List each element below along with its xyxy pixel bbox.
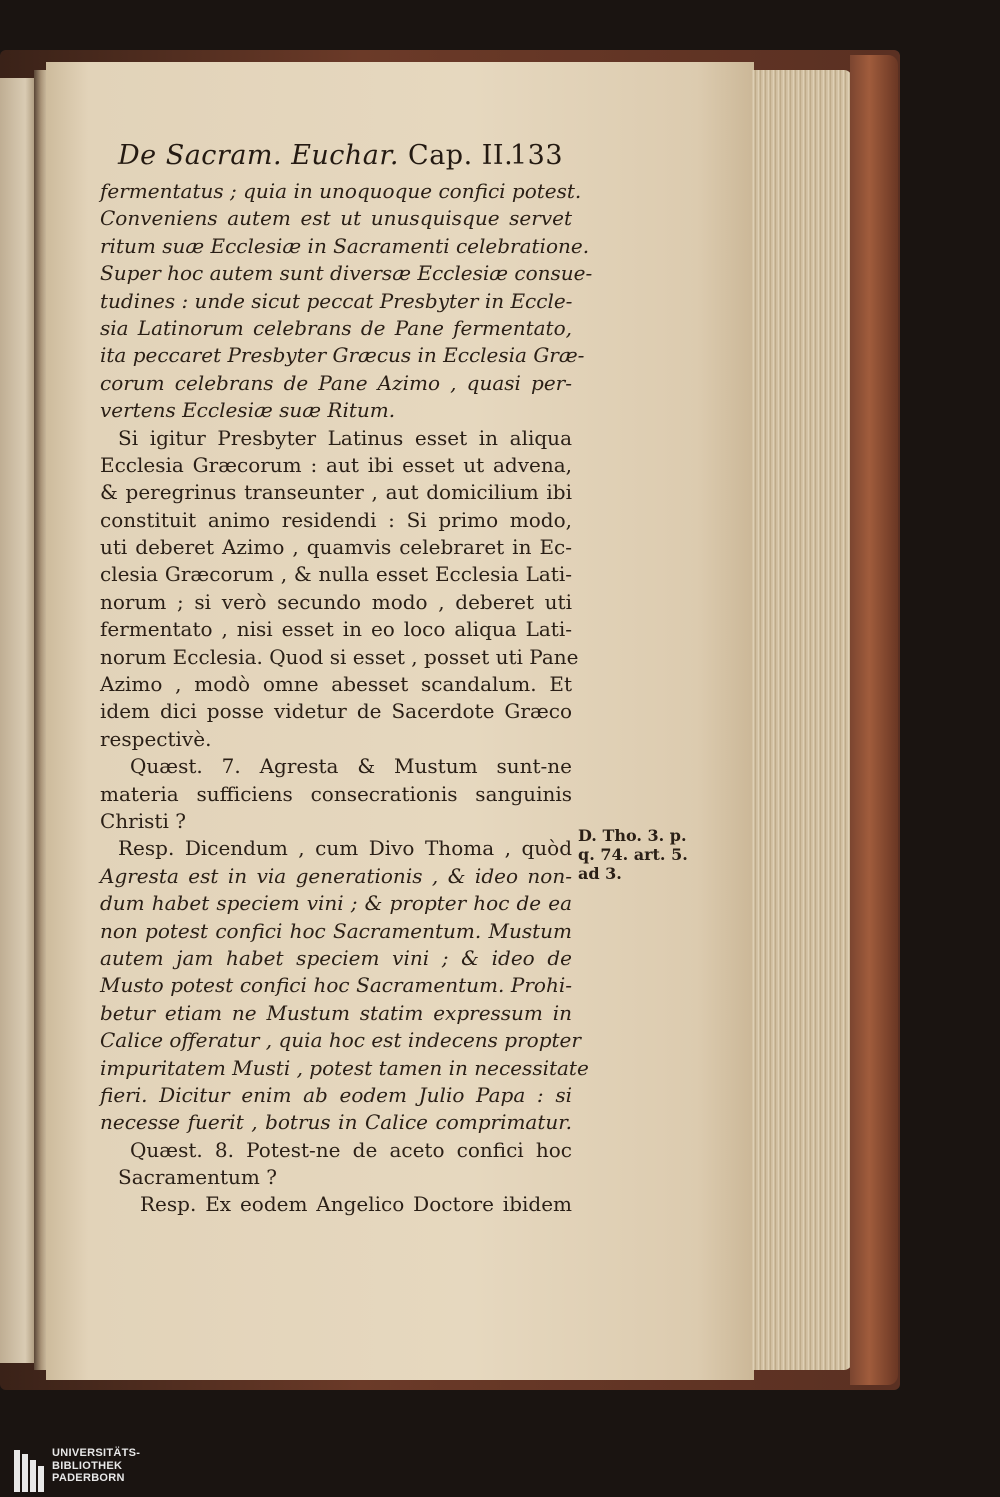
text-line: fermentatus ; quia in unoquoque confici potest. — [100, 179, 582, 203]
text-line: Azimo , modò omne abesset scandalum. Et — [100, 672, 572, 697]
text-line: idem dici posse videtur de Sacerdote Græco — [100, 699, 572, 724]
text-line: Quæst. 7. Agresta & Mustum sunt-ne — [130, 754, 572, 779]
text-line: Calice offeratur , quia hoc est indecens propter — [100, 1028, 581, 1053]
running-title: De Sacram. Euchar. — [118, 140, 399, 171]
text-line: non potest confici hoc Sacramentum. Mustum — [100, 918, 572, 943]
page-block-edges — [752, 70, 852, 1370]
text-line: Super hoc autem sunt diversæ Ecclesiæ consue- — [100, 261, 593, 286]
text-line: vertens Ecclesiæ suæ Ritum. — [100, 398, 396, 423]
text-line: fermentato , nisi esset in eo loco aliqua Lati- — [100, 617, 572, 642]
margin-reference — [578, 826, 708, 883]
text-line: respectivè. — [100, 726, 212, 751]
text-line: ritum suæ Ecclesiæ in Sacramenti celebratione. — [100, 233, 590, 258]
text-line: materia sufficiens consecrationis sanguinis — [100, 781, 572, 806]
margin-line: q. 74. art. 5. — [578, 845, 688, 864]
library-line: BIBLIOTHEK — [52, 1459, 123, 1472]
text-line: corum celebrans de Pane Azimo , quasi per- — [100, 370, 572, 395]
footer-bar — [0, 1447, 1000, 1497]
text-line: norum ; si verò secundo modo , deberet uti — [100, 589, 572, 614]
text-line: tudines : unde sicut peccat Presbyter in Eccle- — [100, 288, 573, 313]
text-line: Si igitur Presbyter Latinus esset in aliqua — [118, 425, 572, 450]
text-line: clesia Græcorum , & nulla esset Ecclesia Lati- — [100, 562, 572, 587]
margin-line: D. Tho. 3. p. — [578, 826, 687, 845]
page-number: 133 — [510, 140, 564, 171]
library-line: UNIVERSITÄTS- — [52, 1447, 141, 1459]
text-line: betur etiam ne Mustum statim expressum in — [100, 1000, 572, 1025]
cover-fore-edge — [850, 55, 898, 1385]
text-line: autem jam habet speciem vini ; & ideo de — [100, 945, 572, 970]
text-line: fieri. Dicitur enim ab eodem Julio Papa : si — [100, 1082, 572, 1107]
text-line: impuritatem Musti , potest tamen in necessitate — [100, 1055, 589, 1080]
text-line: & peregrinus transeunter , aut domicilium ibi — [100, 480, 572, 505]
chapter-label: Cap. II. — [408, 140, 514, 171]
text-line: Ecclesia Græcorum : aut ibi esset ut advena, — [100, 452, 572, 477]
left-page-edge — [0, 78, 36, 1363]
text-line: Sacramentum ? — [118, 1165, 277, 1190]
text-line: sia Latinorum celebrans de Pane fermentato, — [100, 315, 572, 340]
text-line: Conveniens autem est ut unusquisque servet — [100, 206, 572, 231]
text-line: norum Ecclesia. Quod si esset , posset uti Pane — [100, 644, 579, 669]
text-line: dum habet speciem vini ; & propter hoc de ea — [100, 891, 572, 916]
text-line: constituit animo residendi : Si primo modo, — [100, 507, 572, 532]
text-line: Resp. Ex eodem Angelico Doctore ibidem — [140, 1192, 572, 1217]
text-line: Musto potest confici hoc Sacramentum. Prohi- — [100, 973, 572, 998]
library-line: PADERBORN — [52, 1472, 125, 1484]
library-logo-icon — [14, 1450, 44, 1492]
text-line: Resp. Dicendum , cum Divo Thoma , quòd — [118, 836, 572, 861]
text-line: Agresta est in via generationis , & ideo non- — [100, 863, 572, 888]
text-line: necesse fuerit , botrus in Calice comprimatur. — [100, 1110, 572, 1135]
library-name — [52, 1447, 140, 1485]
text-line: Quæst. 8. Potest-ne de aceto confici hoc — [130, 1137, 572, 1162]
text-line: uti deberet Azimo , quamvis celebraret in Ec- — [100, 535, 572, 560]
margin-line: ad 3. — [578, 864, 622, 883]
text-line: Christi ? — [100, 808, 186, 833]
text-line: ita peccaret Presbyter Græcus in Ecclesia Græ- — [100, 343, 585, 368]
page-text — [100, 178, 593, 1219]
running-header — [118, 140, 568, 171]
